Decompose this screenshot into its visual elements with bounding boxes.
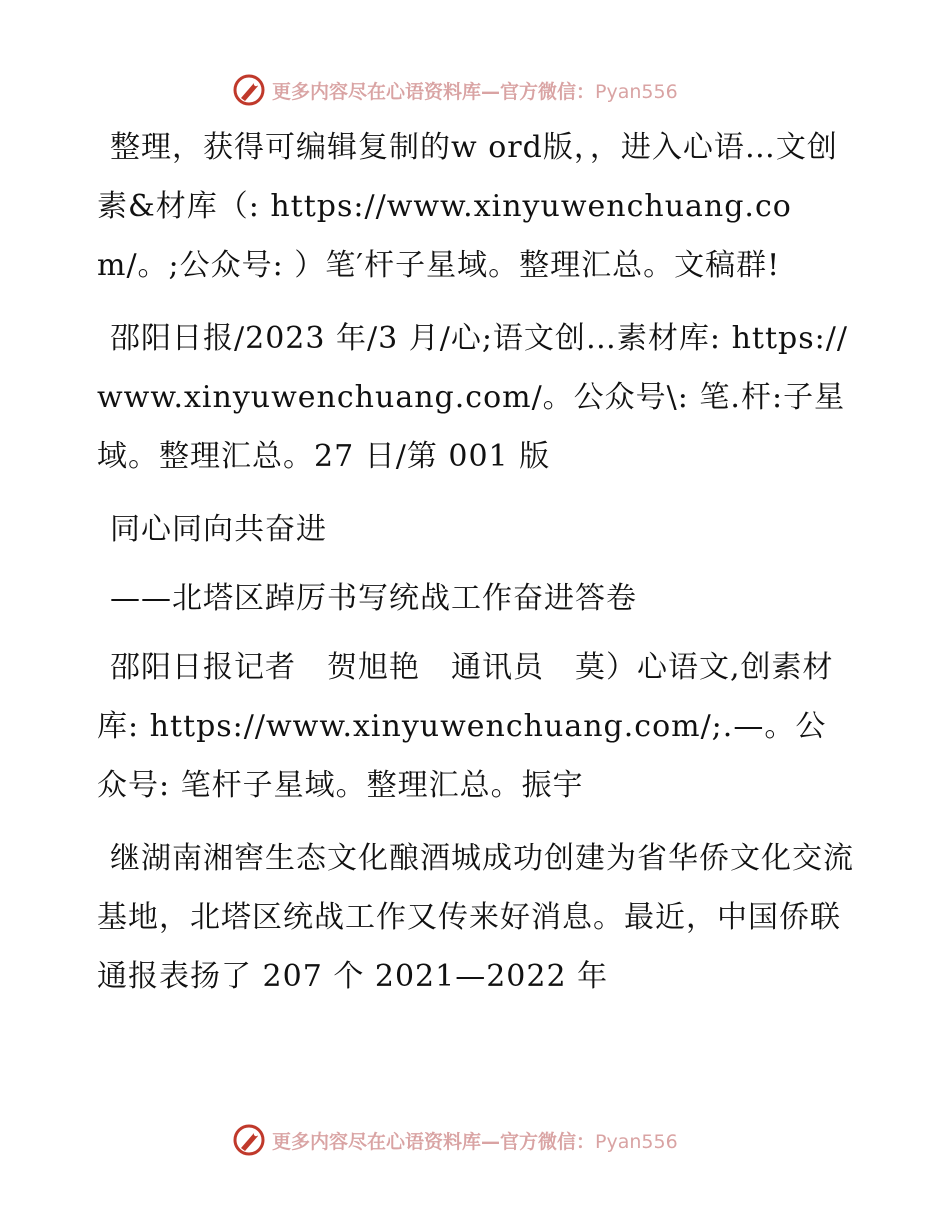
pen-logo-icon [232, 1123, 266, 1157]
document-body [97, 118, 857, 1020]
paragraph-source: 邵阳日报/2023 年/3 月/心;语文创…素材库: https://www.xinyuwenchuang.com/。公众号\: 笔.杆:子星域。整理汇总。27 日/第 001 版 [97, 321, 848, 474]
header-banner [232, 70, 732, 110]
paragraph-body: 继湖南湘窖生态文化酿酒城成功创建为省华侨文化交流基地，北塔区统战工作又传来好消息。最近，中国侨联通报表扬了 207 个 2021—2022 年 [97, 841, 854, 994]
article-subtitle: ——北塔区踔厉书写统战工作奋进答卷 [110, 581, 637, 616]
footer-banner [232, 1120, 732, 1160]
article-title: 同心同向共奋进 [110, 512, 327, 547]
wechat-id: Pyan556 [595, 1130, 678, 1153]
header-banner-text: 更多内容尽在心语资料库—官方微信：Pyan556 [272, 80, 678, 103]
pen-logo-icon [232, 73, 266, 107]
paragraph-intro: 整理，获得可编辑复制的w ord版，，进入心语…文创素&材库（: https://www.xinyuwenchuang.com/。;公众号: ）笔′杆子星域。整理汇总。文稿群! [97, 130, 838, 283]
wechat-id: Pyan556 [595, 80, 678, 103]
footer-banner-text: 更多内容尽在心语资料库—官方微信：Pyan556 [272, 1130, 678, 1153]
paragraph-byline: 邵阳日报记者 贺旭艳 通讯员 莫）心语文,创素材库: https://www.xinyuwenchuang.com/;.—。公众号: 笔杆子星域。整理汇总。振宇 [97, 650, 834, 803]
